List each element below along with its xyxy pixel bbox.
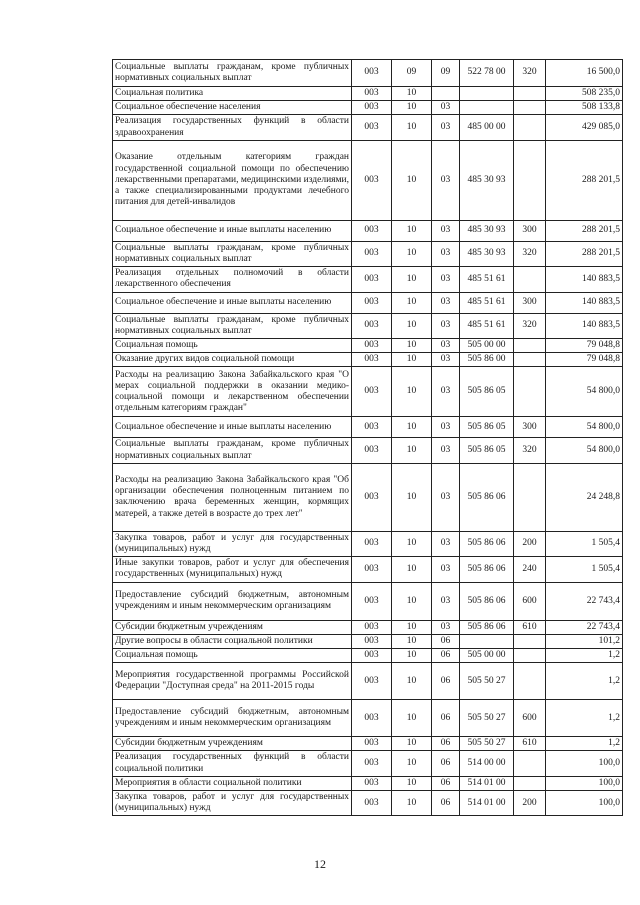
row-name-cell: Реализация государственных функций в области здравоохранения	[113, 115, 352, 140]
table-row	[113, 417, 623, 438]
row-expense-type-code	[514, 115, 546, 140]
row-name-cell: Мероприятия государственной программы Российской Федерации "Доступная среда" на 2011-2015 годы	[113, 663, 352, 700]
table-row	[113, 463, 623, 531]
row-amount: 79 048,8	[546, 339, 623, 353]
row-subsection-code: 03	[432, 313, 460, 338]
row-amount: 54 800,0	[546, 438, 623, 463]
row-ministry-code: 003	[352, 292, 392, 313]
row-subsection-code: 03	[432, 220, 460, 241]
row-subsection-code: 03	[432, 292, 460, 313]
table-row	[113, 140, 623, 220]
row-ministry-code: 003	[352, 367, 392, 417]
row-section-code: 10	[392, 417, 432, 438]
table-row	[113, 582, 623, 620]
row-amount: 140 883,5	[546, 267, 623, 292]
row-target-article-code: 505 00 00	[460, 649, 514, 663]
row-target-article-code: 522 78 00	[460, 60, 514, 87]
row-ministry-code: 003	[352, 776, 392, 790]
row-section-code: 10	[392, 267, 432, 292]
row-target-article-code: 485 30 93	[460, 140, 514, 220]
table-row	[113, 531, 623, 556]
row-ministry-code: 003	[352, 60, 392, 87]
page-number: 12	[314, 857, 326, 871]
row-section-code: 10	[392, 87, 432, 101]
row-name-cell: Социальное обеспечение населения	[113, 101, 352, 115]
row-name-cell: Социальное обеспечение и иные выплаты населению	[113, 220, 352, 241]
row-amount: 140 883,5	[546, 292, 623, 313]
table-row	[113, 60, 623, 87]
row-expense-type-code: 610	[514, 620, 546, 634]
row-expense-type-code: 600	[514, 582, 546, 620]
row-amount: 508 235,0	[546, 87, 623, 101]
row-section-code: 10	[392, 700, 432, 737]
row-ministry-code: 003	[352, 649, 392, 663]
row-expense-type-code: 200	[514, 791, 546, 816]
row-name-cell: Реализация отдельных полномочий в области лекарственного обеспечения	[113, 267, 352, 292]
table-row	[113, 292, 623, 313]
row-target-article-code: 485 51 61	[460, 267, 514, 292]
row-subsection-code: 06	[432, 649, 460, 663]
row-ministry-code: 003	[352, 751, 392, 776]
row-section-code: 10	[392, 751, 432, 776]
row-amount: 100,0	[546, 751, 623, 776]
row-expense-type-code: 200	[514, 531, 546, 556]
row-section-code: 10	[392, 737, 432, 751]
row-expense-type-code	[514, 140, 546, 220]
table-row	[113, 115, 623, 140]
row-subsection-code: 03	[432, 463, 460, 531]
row-expense-type-code: 300	[514, 220, 546, 241]
row-subsection-code: 03	[432, 115, 460, 140]
row-target-article-code	[460, 101, 514, 115]
row-subsection-code: 03	[432, 367, 460, 417]
row-expense-type-code: 320	[514, 313, 546, 338]
row-target-article-code: 505 86 05	[460, 438, 514, 463]
row-amount: 288 201,5	[546, 220, 623, 241]
row-amount: 54 800,0	[546, 417, 623, 438]
row-subsection-code: 06	[432, 634, 460, 648]
row-amount: 1 505,4	[546, 557, 623, 582]
row-name-cell: Расходы на реализацию Закона Забайкальского края "Об организации обеспечения полноценным питанием по заключению врача беременных женщин, кормящих матерей, а также детей в возрасте до трех лет"	[113, 463, 352, 531]
row-ministry-code: 003	[352, 557, 392, 582]
row-expense-type-code	[514, 101, 546, 115]
row-target-article-code: 505 86 06	[460, 557, 514, 582]
row-name-cell: Социальные выплаты гражданам, кроме публичных нормативных социальных выплат	[113, 60, 352, 87]
row-ministry-code: 003	[352, 87, 392, 101]
row-section-code: 09	[392, 60, 432, 87]
row-section-code: 10	[392, 292, 432, 313]
row-amount: 16 500,0	[546, 60, 623, 87]
row-expense-type-code	[514, 267, 546, 292]
row-target-article-code: 505 86 05	[460, 367, 514, 417]
row-name-cell: Закупка товаров, работ и услуг для государственных (муниципальных) нужд	[113, 531, 352, 556]
row-amount: 24 248,8	[546, 463, 623, 531]
row-section-code: 10	[392, 438, 432, 463]
row-expense-type-code: 240	[514, 557, 546, 582]
table-row	[113, 220, 623, 241]
row-target-article-code: 485 51 61	[460, 292, 514, 313]
row-target-article-code: 514 00 00	[460, 751, 514, 776]
row-ministry-code: 003	[352, 737, 392, 751]
row-ministry-code: 003	[352, 438, 392, 463]
row-ministry-code: 003	[352, 620, 392, 634]
row-ministry-code: 003	[352, 339, 392, 353]
row-target-article-code	[460, 87, 514, 101]
row-target-article-code	[460, 634, 514, 648]
row-section-code: 10	[392, 582, 432, 620]
row-section-code: 10	[392, 463, 432, 531]
table-row	[113, 663, 623, 700]
row-target-article-code: 505 86 00	[460, 353, 514, 367]
table-row	[113, 87, 623, 101]
row-subsection-code: 09	[432, 60, 460, 87]
row-name-cell: Субсидии бюджетным учреждениям	[113, 737, 352, 751]
row-subsection-code: 06	[432, 737, 460, 751]
table-row	[113, 438, 623, 463]
row-section-code: 10	[392, 634, 432, 648]
row-name-cell: Социальная помощь	[113, 649, 352, 663]
row-section-code: 10	[392, 339, 432, 353]
row-target-article-code: 505 86 06	[460, 531, 514, 556]
table-row	[113, 791, 623, 816]
row-subsection-code: 06	[432, 751, 460, 776]
row-expense-type-code: 320	[514, 60, 546, 87]
row-name-cell: Социальные выплаты гражданам, кроме публичных нормативных социальных выплат	[113, 241, 352, 266]
row-target-article-code: 485 00 00	[460, 115, 514, 140]
row-amount: 100,0	[546, 776, 623, 790]
table-body	[113, 60, 623, 816]
row-subsection-code: 03	[432, 620, 460, 634]
row-expense-type-code: 300	[514, 417, 546, 438]
row-amount: 54 800,0	[546, 367, 623, 417]
table-row	[113, 634, 623, 648]
row-name-cell: Предоставление субсидий бюджетным, автономным учреждениям и иным некоммерческим организациям	[113, 582, 352, 620]
row-amount: 1,2	[546, 737, 623, 751]
table-row	[113, 241, 623, 266]
row-expense-type-code: 600	[514, 700, 546, 737]
row-ministry-code: 003	[352, 582, 392, 620]
row-ministry-code: 003	[352, 220, 392, 241]
row-target-article-code: 485 30 93	[460, 241, 514, 266]
row-name-cell: Социальные выплаты гражданам, кроме публичных нормативных социальных выплат	[113, 313, 352, 338]
row-expense-type-code	[514, 87, 546, 101]
table-row	[113, 267, 623, 292]
row-subsection-code: 03	[432, 531, 460, 556]
row-name-cell: Расходы на реализацию Закона Забайкальского края "О мерах социальной поддержки в оказании медико-социальной помощи и лекарственном обеспечении отдельным категориям граждан"	[113, 367, 352, 417]
row-name-cell: Предоставление субсидий бюджетным, автономным учреждениям и иным некоммерческим организациям	[113, 700, 352, 737]
row-target-article-code: 505 50 27	[460, 737, 514, 751]
row-expense-type-code	[514, 634, 546, 648]
row-ministry-code: 003	[352, 634, 392, 648]
table-row	[113, 620, 623, 634]
row-name-cell: Социальная политика	[113, 87, 352, 101]
row-name-cell: Социальная помощь	[113, 339, 352, 353]
row-subsection-code: 03	[432, 101, 460, 115]
table-row	[113, 101, 623, 115]
row-ministry-code: 003	[352, 241, 392, 266]
row-expense-type-code	[514, 663, 546, 700]
row-subsection-code: 06	[432, 791, 460, 816]
table-row	[113, 737, 623, 751]
row-section-code: 10	[392, 353, 432, 367]
row-name-cell: Иные закупки товаров, работ и услуг для обеспечения государственных (муниципальных) нужд	[113, 557, 352, 582]
table-row	[113, 649, 623, 663]
row-amount: 288 201,5	[546, 241, 623, 266]
table-row	[113, 557, 623, 582]
row-ministry-code: 003	[352, 313, 392, 338]
row-ministry-code: 003	[352, 115, 392, 140]
row-name-cell: Социальное обеспечение и иные выплаты населению	[113, 292, 352, 313]
row-amount: 288 201,5	[546, 140, 623, 220]
row-section-code: 10	[392, 220, 432, 241]
row-name-cell: Оказание других видов социальной помощи	[113, 353, 352, 367]
row-section-code: 10	[392, 620, 432, 634]
row-subsection-code	[432, 87, 460, 101]
row-target-article-code: 485 51 61	[460, 313, 514, 338]
table-row	[113, 313, 623, 338]
row-name-cell: Мероприятия в области социальной политики	[113, 776, 352, 790]
row-expense-type-code: 300	[514, 292, 546, 313]
row-expense-type-code	[514, 776, 546, 790]
row-target-article-code: 505 50 27	[460, 700, 514, 737]
row-ministry-code: 003	[352, 353, 392, 367]
row-ministry-code: 003	[352, 267, 392, 292]
row-section-code: 10	[392, 313, 432, 338]
row-amount: 22 743,4	[546, 620, 623, 634]
row-target-article-code: 505 86 06	[460, 463, 514, 531]
row-amount: 508 133,8	[546, 101, 623, 115]
row-target-article-code: 514 01 00	[460, 776, 514, 790]
row-name-cell: Субсидии бюджетным учреждениям	[113, 620, 352, 634]
row-expense-type-code	[514, 339, 546, 353]
row-subsection-code: 03	[432, 140, 460, 220]
table-row	[113, 339, 623, 353]
row-ministry-code: 003	[352, 791, 392, 816]
table-row	[113, 353, 623, 367]
row-section-code: 10	[392, 531, 432, 556]
row-section-code: 10	[392, 649, 432, 663]
row-section-code: 10	[392, 663, 432, 700]
row-section-code: 10	[392, 791, 432, 816]
row-amount: 140 883,5	[546, 313, 623, 338]
row-name-cell: Социальное обеспечение и иные выплаты населению	[113, 417, 352, 438]
row-subsection-code: 06	[432, 663, 460, 700]
row-amount: 101,2	[546, 634, 623, 648]
row-section-code: 10	[392, 557, 432, 582]
row-target-article-code: 485 30 93	[460, 220, 514, 241]
row-ministry-code: 003	[352, 531, 392, 556]
table-row	[113, 367, 623, 417]
row-section-code: 10	[392, 367, 432, 417]
row-ministry-code: 003	[352, 663, 392, 700]
row-expense-type-code: 320	[514, 438, 546, 463]
row-amount: 1,2	[546, 663, 623, 700]
row-ministry-code: 003	[352, 140, 392, 220]
row-ministry-code: 003	[352, 417, 392, 438]
row-target-article-code: 505 86 06	[460, 582, 514, 620]
row-section-code: 10	[392, 776, 432, 790]
table-row	[113, 700, 623, 737]
row-name-cell: Другие вопросы в области социальной политики	[113, 634, 352, 648]
row-subsection-code: 03	[432, 438, 460, 463]
row-subsection-code: 03	[432, 339, 460, 353]
row-amount: 22 743,4	[546, 582, 623, 620]
row-section-code: 10	[392, 115, 432, 140]
row-expense-type-code	[514, 463, 546, 531]
row-target-article-code: 505 86 06	[460, 620, 514, 634]
row-expense-type-code: 610	[514, 737, 546, 751]
row-expense-type-code	[514, 353, 546, 367]
row-amount: 1,2	[546, 649, 623, 663]
row-name-cell: Оказание отдельным категориям граждан государственной социальной помощи по обеспечению лекарственными препаратами, медицинскими изделиями, а также специализированными продуктами лечебного питания для детей-инвалидов	[113, 140, 352, 220]
row-name-cell: Социальные выплаты гражданам, кроме публичных нормативных социальных выплат	[113, 438, 352, 463]
table-row	[113, 776, 623, 790]
row-ministry-code: 003	[352, 463, 392, 531]
row-ministry-code: 003	[352, 101, 392, 115]
row-amount: 429 085,0	[546, 115, 623, 140]
row-name-cell: Реализация государственных функций в области социальной политики	[113, 751, 352, 776]
row-target-article-code: 505 86 05	[460, 417, 514, 438]
budget-table	[112, 59, 623, 816]
table-row	[113, 751, 623, 776]
row-subsection-code: 06	[432, 776, 460, 790]
row-target-article-code: 505 50 27	[460, 663, 514, 700]
row-ministry-code: 003	[352, 700, 392, 737]
row-subsection-code: 06	[432, 700, 460, 737]
row-section-code: 10	[392, 241, 432, 266]
row-expense-type-code	[514, 649, 546, 663]
row-section-code: 10	[392, 101, 432, 115]
row-subsection-code: 03	[432, 582, 460, 620]
row-subsection-code: 03	[432, 241, 460, 266]
row-subsection-code: 03	[432, 267, 460, 292]
row-amount: 100,0	[546, 791, 623, 816]
row-expense-type-code	[514, 367, 546, 417]
row-amount: 1 505,4	[546, 531, 623, 556]
row-target-article-code: 505 00 00	[460, 339, 514, 353]
row-expense-type-code	[514, 751, 546, 776]
row-target-article-code: 514 01 00	[460, 791, 514, 816]
row-amount: 1,2	[546, 700, 623, 737]
row-subsection-code: 03	[432, 557, 460, 582]
row-expense-type-code: 320	[514, 241, 546, 266]
row-subsection-code: 03	[432, 417, 460, 438]
row-name-cell: Закупка товаров, работ и услуг для государственных (муниципальных) нужд	[113, 791, 352, 816]
row-section-code: 10	[392, 140, 432, 220]
row-amount: 79 048,8	[546, 353, 623, 367]
row-subsection-code: 03	[432, 353, 460, 367]
